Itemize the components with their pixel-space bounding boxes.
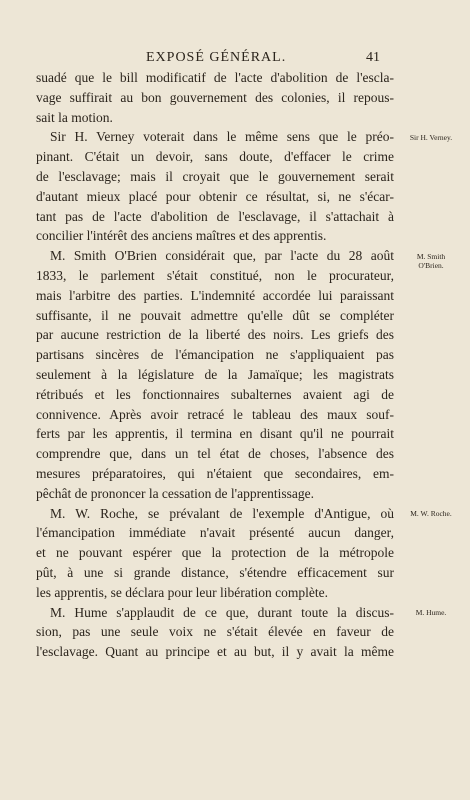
paragraph-continuation [36,68,394,127]
text-line: 1833, le parlement s'était constitué, non le procurateur, [36,267,394,283]
text-line: tant pas de l'acte d'abolition de l'esclavage, il s'attachait à [36,208,394,224]
text-line: partisans sincères de l'émancipation ne s'appliquaient pas [36,347,394,363]
body-text [36,68,394,662]
margin-note-roche: M. W. Roche. [410,509,452,518]
text-line: et ne pouvant espérer que la protection de la métropole [36,545,394,561]
paragraph-hume [36,603,394,662]
text-line: M. W. Roche, se prévalant de l'exemple d'Antigue, où [50,505,394,521]
text-line: d'autant mieux placé pour obtenir ce résultat, si, ne s'écar- [36,188,394,204]
paragraph-roche [36,504,394,603]
text-line: les apprentis, se déclara pour leur libération complète. [36,584,329,600]
margin-note-line: M. Smith [416,252,446,261]
text-line: sion, pas une seule voix ne s'était élevée en faveur de [36,624,394,640]
text-line: vage suffirait au bon gouvernement des colonies, il repous- [36,89,394,105]
text-line: ferts par les apprentis, il termina en disant qu'il ne pourrait [36,426,394,442]
text-line: M. Hume s'applaudit de ce que, durant toute la discus- [50,604,394,620]
paragraph-obrien [36,246,394,503]
margin-note-line: O'Brien. [418,261,444,270]
text-line: comprendre que, dans un tel état de choses, l'absence des [36,446,394,462]
text-line: pêchât de prononcer la cessation de l'apprentissage. [36,485,314,501]
text-line: connivence. Après avoir retracé le tableau des maux souf- [36,406,394,422]
text-line: M. Smith O'Brien considérait que, par l'acte du 28 août [50,248,394,264]
text-line: pût, à une si grande distance, s'étendre efficacement sur [36,564,394,580]
text-line: pinant. C'était un devoir, sans doute, d'effacer le crime [36,149,394,165]
text-line: l'émancipation immédiate n'avait présenté aucun danger, [36,525,394,541]
margin-note-obrien [402,252,460,270]
text-line: suffisante, il ne pouvait admettre qu'elle dût se compléter [36,307,394,323]
margin-note-hume: M. Hume. [415,608,447,617]
text-line: Sir H. Verney voterait dans le même sens que le préo- [50,129,394,145]
text-line: mesures préparatoires, qui n'étaient que secondaires, em- [36,465,394,481]
margin-note-verney: Sir H. Verney. [409,133,453,142]
text-line: l'esclavage. Quant au principe et au but, il y avait la même [36,644,394,660]
text-line: rétribués et les fonctionnaires subalternes avaient agi de [36,386,394,402]
paragraph-verney [36,127,394,246]
text-line: de l'esclavage; mais il croyait que le gouvernement serait [36,168,394,184]
running-title: EXPOSÉ GÉNÉRAL. [146,50,287,65]
text-line: par aucune restriction de la liberté des noirs. Les griefs des [36,327,394,343]
page-number: 41 [366,50,380,65]
text-line: suadé que le bill modificatif de l'acte d'abolition de l'escla- [36,70,394,85]
text-line: seulement à la législature de la Jamaïque; les magistrats [36,366,394,382]
text-line: mais l'arbitre des parties. L'indemnité accordée lui paraissant [36,287,394,303]
text-line: concilier l'intérêt des anciens maîtres et des apprentis. [36,228,327,244]
text-line: sait la motion. [36,109,113,125]
